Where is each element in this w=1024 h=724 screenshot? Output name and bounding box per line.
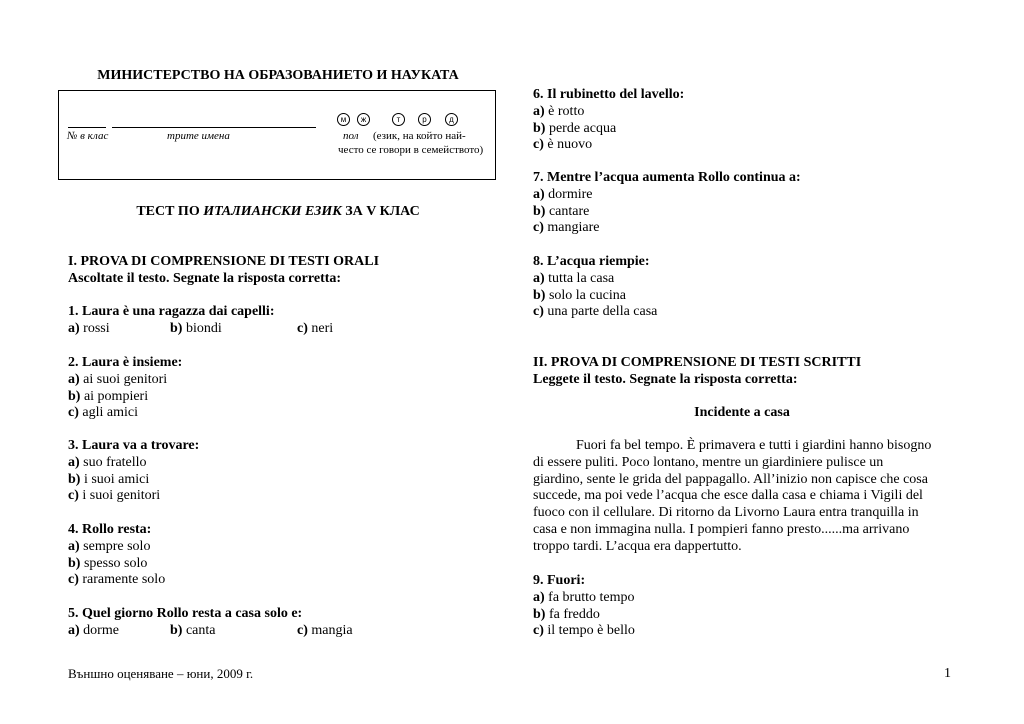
question-5 — [68, 606, 353, 640]
answer-option[interactable] — [297, 321, 333, 338]
option-letter: c) — [297, 622, 308, 638]
option-letter: c) — [297, 320, 308, 336]
option-text: dormire — [544, 186, 593, 202]
option-text: sempre solo — [79, 538, 151, 554]
option-letter: a) — [68, 320, 80, 336]
question-2 — [68, 355, 182, 422]
language-option-d[interactable]: д — [445, 113, 458, 126]
option-letter: a) — [68, 371, 80, 387]
option-letter: a) — [533, 589, 545, 605]
story-line: casa e non immagina nulla. I pompieri fanno presto......ma arrivano — [533, 521, 910, 537]
language-label-line1: (език, на който най- — [373, 130, 466, 142]
names-line[interactable] — [112, 127, 316, 128]
answer-option[interactable] — [170, 321, 222, 338]
option-letter: b) — [68, 555, 81, 571]
answer-option[interactable] — [297, 623, 353, 640]
option-text: una parte della casa — [543, 304, 658, 320]
option-text: il tempo è bello — [543, 623, 635, 639]
answer-option[interactable] — [533, 623, 635, 640]
answer-option[interactable] — [533, 187, 801, 204]
answer-option[interactable] — [533, 104, 684, 121]
answer-option[interactable] — [68, 539, 165, 556]
answer-option[interactable] — [68, 389, 182, 406]
answer-option[interactable] — [533, 137, 684, 154]
option-text: solo la cucina — [545, 287, 626, 303]
answer-option[interactable] — [68, 556, 165, 573]
answer-option[interactable] — [533, 590, 635, 607]
option-text: mangia — [307, 622, 353, 638]
question-7 — [533, 170, 801, 237]
option-text: ai suoi genitori — [79, 371, 168, 387]
option-letter: b) — [170, 622, 183, 638]
option-letter: a) — [68, 454, 80, 470]
question-text: 9. Fuori: — [533, 573, 586, 588]
language-option-t[interactable]: т — [392, 113, 405, 126]
answer-option[interactable] — [68, 372, 182, 389]
option-text: biondi — [182, 320, 222, 336]
answer-option[interactable] — [533, 204, 801, 221]
option-text: i suoi genitori — [78, 488, 161, 504]
answer-option[interactable] — [170, 623, 215, 640]
answer-option[interactable] — [68, 455, 199, 472]
footer-text: Външно оценяване – юни, 2009 г. — [68, 666, 254, 681]
option-letter: c) — [68, 572, 79, 588]
option-letter: c) — [533, 220, 544, 236]
answer-option[interactable] — [533, 288, 657, 305]
option-text: è rotto — [544, 103, 585, 119]
gender-option-m[interactable]: м — [337, 113, 350, 126]
story-line: di essere puliti. Poco lontano, mentre un giardiniere pulisce un — [533, 454, 884, 470]
option-text: fa brutto tempo — [544, 589, 635, 605]
option-letter: c) — [68, 488, 79, 504]
option-letter: c) — [533, 623, 544, 639]
question-text: 6. Il rubinetto del lavello: — [533, 87, 685, 102]
option-letter: b) — [533, 606, 546, 622]
option-text: tutta la casa — [544, 270, 615, 286]
question-4 — [68, 522, 165, 589]
answer-option[interactable] — [68, 488, 199, 505]
question-text: 8. L’acqua riempie: — [533, 254, 650, 269]
option-letter: b) — [533, 203, 546, 219]
story-line: fuoco con il cellulare. Di ritorno da Livorno Laura entra tranquilla in — [533, 505, 919, 521]
option-text: rossi — [79, 320, 110, 336]
gender-label: пол — [343, 130, 359, 142]
section2-instruction: Leggete il testo. Segnate la risposta corretta: — [533, 372, 798, 387]
option-text: i suoi amici — [80, 471, 150, 487]
option-text: suo fratello — [79, 454, 147, 470]
class-number-label: № в клас — [67, 130, 109, 142]
question-8 — [533, 254, 657, 321]
section1-heading: I. PROVA DI COMPRENSIONE DI TESTI ORALI — [68, 254, 380, 269]
answer-option[interactable] — [68, 623, 119, 640]
option-letter: a) — [533, 270, 545, 286]
answer-option[interactable] — [533, 220, 801, 237]
option-letter: b) — [533, 287, 546, 303]
class-number-line[interactable] — [68, 127, 106, 128]
option-letter: c) — [533, 137, 544, 153]
story-line: giardino, sente le grida del pappagallo. All’inizio non capisce che cosa — [533, 471, 928, 487]
option-text: raramente solo — [78, 572, 166, 588]
option-letter: a) — [533, 103, 545, 119]
answer-option[interactable] — [533, 304, 657, 321]
page-number: 1 — [944, 666, 951, 681]
story-line: Fuori fa bel tempo. È primavera e tutti i giardini hanno bisogno — [576, 438, 932, 453]
student-id-box — [58, 90, 496, 180]
option-letter: c) — [68, 405, 79, 421]
option-letter: a) — [68, 538, 80, 554]
test-title: ТЕСТ ПО ИТАЛИАНСКИ ЕЗИК ЗА V КЛАС — [136, 204, 420, 219]
language-label-line2: често се говори в семейството) — [338, 144, 484, 156]
question-text: 5. Quel giorno Rollo resta a casa solo e: — [68, 606, 303, 621]
gender-option-zh[interactable]: ж — [357, 113, 370, 126]
option-letter: a) — [533, 186, 545, 202]
question-3 — [68, 438, 199, 505]
option-letter: b) — [68, 388, 81, 404]
option-letter: b) — [533, 120, 546, 136]
names-label: трите имена — [167, 130, 230, 142]
question-6 — [533, 87, 684, 154]
option-text: cantare — [545, 203, 590, 219]
answer-option[interactable] — [533, 121, 684, 138]
option-letter: b) — [68, 471, 81, 487]
question-9 — [533, 573, 635, 640]
question-text: 4. Rollo resta: — [68, 522, 152, 537]
option-text: perde acqua — [545, 120, 617, 136]
option-letter: b) — [170, 320, 183, 336]
option-text: canta — [182, 622, 216, 638]
answer-option[interactable] — [68, 405, 182, 422]
option-text: fa freddo — [545, 606, 600, 622]
question-text: 3. Laura va a trovare: — [68, 438, 200, 453]
question-text: 2. Laura è insieme: — [68, 355, 183, 370]
answer-option[interactable] — [68, 472, 199, 489]
option-text: è nuovo — [543, 137, 593, 153]
ministry-title: МИНИСТЕРСТВО НА ОБРАЗОВАНИЕТО И НАУКАТА — [97, 68, 459, 83]
question-text: 7. Mentre l’acqua aumenta Rollo continua a: — [533, 170, 801, 185]
option-text: spesso solo — [80, 555, 148, 571]
question-1 — [68, 304, 334, 338]
story-text — [533, 438, 951, 556]
story-title: Incidente a casa — [694, 405, 790, 420]
option-text: dorme — [79, 622, 119, 638]
option-letter: a) — [68, 622, 80, 638]
answer-option[interactable] — [68, 572, 165, 589]
question-text: 1. Laura è una ragazza dai capelli: — [68, 304, 275, 319]
section2-heading: II. PROVA DI COMPRENSIONE DI TESTI SCRITTI — [533, 355, 862, 370]
answer-option[interactable] — [533, 271, 657, 288]
answer-option[interactable] — [533, 607, 635, 624]
option-text: mangiare — [543, 220, 600, 236]
option-letter: c) — [533, 304, 544, 320]
option-text: ai pompieri — [80, 388, 149, 404]
option-text: neri — [307, 320, 334, 336]
story-line: succede, ma poi vede l’acqua che esce dalla casa e chiama i Vigili del — [533, 488, 923, 504]
answer-option[interactable] — [68, 321, 110, 338]
section1-instruction: Ascoltate il testo. Segnate la risposta corretta: — [68, 271, 342, 286]
language-option-r[interactable]: р — [418, 113, 431, 126]
story-line: troppo tardi. L’acqua era dappertutto. — [533, 538, 742, 554]
option-text: agli amici — [78, 405, 138, 421]
